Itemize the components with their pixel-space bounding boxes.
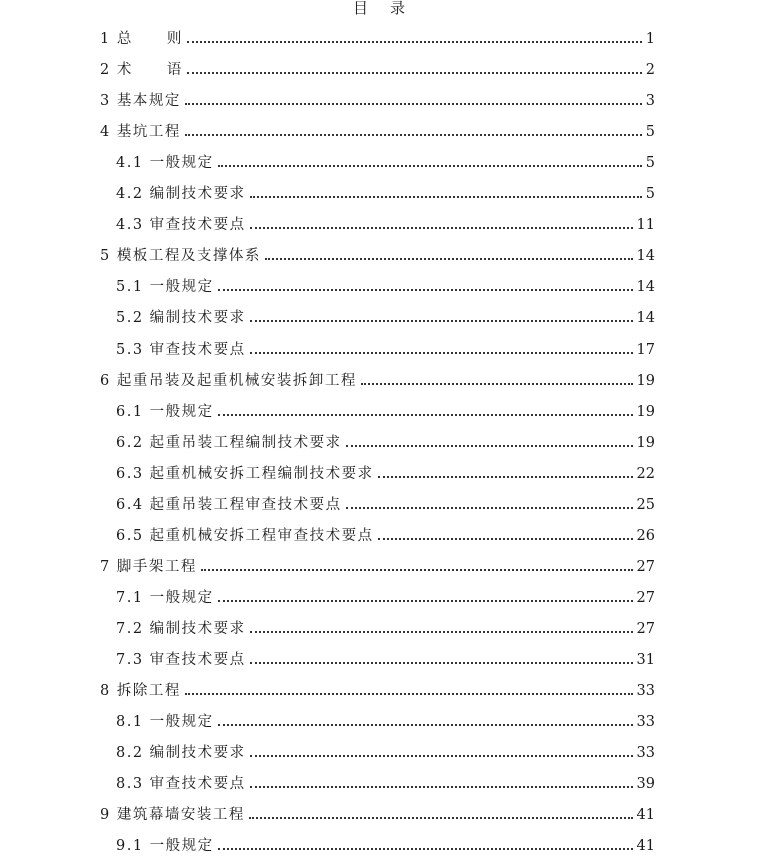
toc-entry-text: 一般规定 [149, 589, 214, 606]
toc-entry-label [116, 433, 342, 453]
toc-page-number: 11 [636, 217, 655, 234]
toc-leader-dots [250, 196, 642, 198]
toc-leader-dots [185, 103, 642, 105]
toc-section-entry[interactable] [116, 524, 655, 546]
toc-section-entry[interactable] [116, 493, 655, 515]
toc-page-number: 5 [645, 155, 655, 172]
toc-page-number: 14 [636, 248, 655, 265]
toc-entry-text: 脚手架工程 [116, 558, 197, 575]
toc-entry-label [116, 526, 374, 546]
toc-entry-number: 8 [100, 683, 111, 700]
toc-leader-dots [361, 383, 633, 385]
toc-leader-dots [187, 41, 642, 43]
toc-entry-label [100, 91, 181, 111]
toc-entry-label [116, 215, 246, 235]
toc-entry-label [100, 122, 181, 142]
toc-entry-label [116, 619, 246, 639]
toc-entry-text: 拆除工程 [116, 683, 181, 700]
toc-entry-text: 审查技术要点 [149, 341, 246, 358]
toc-page-number: 5 [645, 186, 655, 203]
toc-leader-dots [250, 320, 633, 322]
toc-entry-number: 7 [100, 558, 111, 575]
toc-page-number: 39 [636, 776, 655, 793]
toc-entry-label [100, 557, 197, 577]
toc-entry-label [116, 836, 214, 856]
toc-entry-label [116, 153, 214, 173]
toc-section-entry[interactable] [116, 338, 655, 360]
toc-entry-number: 4.1 [116, 155, 144, 172]
toc-leader-dots [346, 507, 633, 509]
toc-section-entry[interactable] [116, 400, 655, 422]
toc-section-entry[interactable] [116, 275, 655, 297]
toc-title-part2: 录 [390, 0, 406, 17]
toc-section-entry[interactable] [116, 648, 655, 670]
toc-chapter-entry[interactable] [100, 679, 655, 701]
toc-leader-dots [250, 227, 633, 229]
toc-section-entry[interactable] [116, 617, 655, 639]
toc-entry-text: 一般规定 [149, 714, 214, 731]
toc-entry-text: 起重机械安拆工程编制技术要求 [149, 465, 374, 482]
toc-entry-number: 9.1 [116, 838, 144, 855]
toc-page-number: 19 [636, 434, 655, 451]
toc-entry-number: 5.1 [116, 279, 144, 296]
toc-section-entry[interactable] [116, 586, 655, 608]
toc-entry-label [100, 60, 183, 80]
toc-title-part1: 目 [352, 0, 368, 17]
toc-page-number: 31 [636, 652, 655, 668]
toc-leader-dots [218, 165, 642, 167]
toc-entry-text: 基坑工程 [116, 124, 181, 141]
toc-section-entry[interactable] [116, 834, 655, 856]
toc-leader-dots [250, 786, 633, 788]
toc-section-entry[interactable] [116, 772, 655, 794]
toc-entry-label [100, 29, 183, 49]
toc-leader-dots [218, 414, 633, 416]
toc-section-entry[interactable] [116, 182, 655, 204]
toc-chapter-entry[interactable] [100, 89, 655, 111]
toc-leader-dots [250, 631, 633, 633]
toc-leader-dots [250, 352, 633, 354]
toc-entry-label [100, 681, 181, 701]
toc-entry-number: 4.3 [116, 217, 144, 234]
toc-entry-text: 审查技术要点 [149, 217, 246, 234]
toc-entry-number: 1 [100, 31, 111, 47]
toc-entry-label [116, 464, 374, 484]
toc-page-number: 41 [636, 838, 655, 855]
toc-chapter-entry[interactable] [100, 120, 655, 142]
toc-page-number: 25 [636, 496, 655, 513]
toc-entry-label [116, 712, 214, 732]
toc-chapter-entry[interactable] [100, 803, 655, 825]
toc-entry-text: 一般规定 [149, 838, 214, 855]
toc-page-number: 22 [636, 465, 655, 482]
toc-entry-text-second: 语 [166, 62, 183, 79]
toc-entry-text: 编制技术要求 [149, 310, 246, 327]
toc-entry-number: 2 [100, 62, 111, 79]
toc-leader-dots [378, 538, 633, 540]
toc-section-entry[interactable] [116, 306, 655, 328]
toc-entry-text: 起重吊装及起重机械安装拆卸工程 [116, 372, 357, 389]
toc-leader-dots [378, 476, 633, 478]
toc-section-entry[interactable] [116, 213, 655, 235]
toc-leader-dots [201, 569, 633, 571]
toc-entry-text: 基本规定 [116, 93, 181, 110]
toc-chapter-entry[interactable] [100, 58, 655, 80]
toc-entry-label [100, 805, 245, 825]
toc-page-number: 2 [645, 62, 655, 79]
toc-entry-number: 9 [100, 807, 111, 824]
toc-page-number: 26 [636, 527, 655, 544]
toc-entry-text: 起重机械安拆工程审查技术要点 [149, 527, 374, 544]
toc-entry-text: 一般规定 [149, 403, 214, 420]
toc-leader-dots [187, 72, 642, 74]
toc-entry-text: 总 [116, 31, 133, 47]
toc-page-number: 19 [636, 372, 655, 389]
toc-entry-number: 4.2 [116, 186, 144, 203]
toc-chapter-entry[interactable] [100, 369, 655, 391]
toc-chapter-entry[interactable] [100, 27, 655, 49]
toc-entry-number: 6.4 [116, 496, 144, 513]
toc-page-number: 19 [636, 403, 655, 420]
toc-page-number: 33 [636, 714, 655, 731]
toc-page-number: 14 [636, 279, 655, 296]
toc-entry-text: 起重吊装工程审查技术要点 [149, 496, 342, 513]
toc-page-number: 5 [645, 124, 655, 141]
toc-leader-dots [185, 693, 633, 695]
toc-entry-text: 建筑幕墙安装工程 [116, 807, 245, 824]
toc-section-entry[interactable] [116, 462, 655, 484]
toc-entry-number: 6.1 [116, 403, 144, 420]
toc-entry-label [100, 371, 357, 391]
toc-entry-label [116, 184, 246, 204]
toc-page-number: 27 [636, 558, 655, 575]
toc-entry-number: 8.1 [116, 714, 144, 731]
toc-entry-text: 模板工程及支撑体系 [116, 248, 261, 265]
toc-entry-text: 术 [116, 62, 133, 79]
toc-page-number: 27 [636, 620, 655, 637]
toc-entry-number: 3 [100, 93, 111, 110]
toc-entry-label [116, 340, 246, 360]
toc-entry-number: 6 [100, 372, 111, 389]
toc-page-number: 14 [636, 310, 655, 327]
toc-page-number: 41 [636, 807, 655, 824]
toc-entry-text: 起重吊装工程编制技术要求 [149, 434, 342, 451]
toc-entry-label [100, 246, 261, 266]
toc-entry-label [116, 277, 214, 297]
toc-entry-label [116, 774, 246, 794]
toc-page-number: 3 [645, 93, 655, 110]
toc-leader-dots [250, 662, 633, 664]
toc-entry-label [116, 402, 214, 422]
toc-leader-dots [346, 445, 633, 447]
toc-entry-number: 7.2 [116, 620, 144, 637]
toc-page-number: 33 [636, 683, 655, 700]
toc-entry-text: 编制技术要求 [149, 186, 246, 203]
toc-leader-dots [185, 134, 642, 136]
toc-section-entry[interactable] [116, 151, 655, 173]
toc-entry-number: 6.2 [116, 434, 144, 451]
toc-entry-text-second: 则 [166, 31, 183, 47]
toc-page-number: 1 [645, 31, 655, 47]
toc-entry-label [116, 650, 246, 670]
toc-leader-dots [250, 755, 633, 757]
toc-entry-label [116, 743, 246, 763]
toc-entry-number: 5.3 [116, 341, 144, 358]
toc-title [0, 0, 758, 18]
toc-entry-label [116, 495, 342, 515]
toc-page-number: 33 [636, 745, 655, 762]
toc-chapter-entry[interactable] [100, 244, 655, 266]
toc-leader-dots [249, 817, 633, 819]
toc-entry-label [116, 588, 214, 608]
toc-page-number: 27 [636, 589, 655, 606]
toc-entry-text: 编制技术要求 [149, 620, 246, 637]
toc-entry-number: 5.2 [116, 310, 144, 327]
toc-chapter-entry[interactable] [100, 555, 655, 577]
toc-section-entry[interactable] [116, 741, 655, 763]
toc-leader-dots [218, 600, 633, 602]
toc-section-entry[interactable] [116, 431, 655, 453]
toc-entry-label [116, 308, 246, 328]
toc-entry-number: 6.5 [116, 527, 144, 544]
toc-page-number: 17 [636, 341, 655, 358]
toc-entry-number: 4 [100, 124, 111, 141]
toc-leader-dots [265, 258, 633, 260]
toc-section-entry[interactable] [116, 710, 655, 732]
toc-leader-dots [218, 724, 633, 726]
toc-leader-dots [218, 289, 633, 291]
toc-entry-number: 7.3 [116, 652, 144, 668]
toc-entry-text: 审查技术要点 [149, 776, 246, 793]
toc-entry-number: 7.1 [116, 589, 144, 606]
toc-entry-number: 8.3 [116, 776, 144, 793]
toc-entry-number: 5 [100, 248, 111, 265]
toc-leader-dots [218, 848, 633, 850]
toc-entry-number: 8.2 [116, 745, 144, 762]
toc-entry-text: 审查技术要点 [149, 652, 246, 668]
toc-entry-text: 一般规定 [149, 155, 214, 172]
toc-entry-text: 一般规定 [149, 279, 214, 296]
toc-entry-number: 6.3 [116, 465, 144, 482]
toc-entry-text: 编制技术要求 [149, 745, 246, 762]
